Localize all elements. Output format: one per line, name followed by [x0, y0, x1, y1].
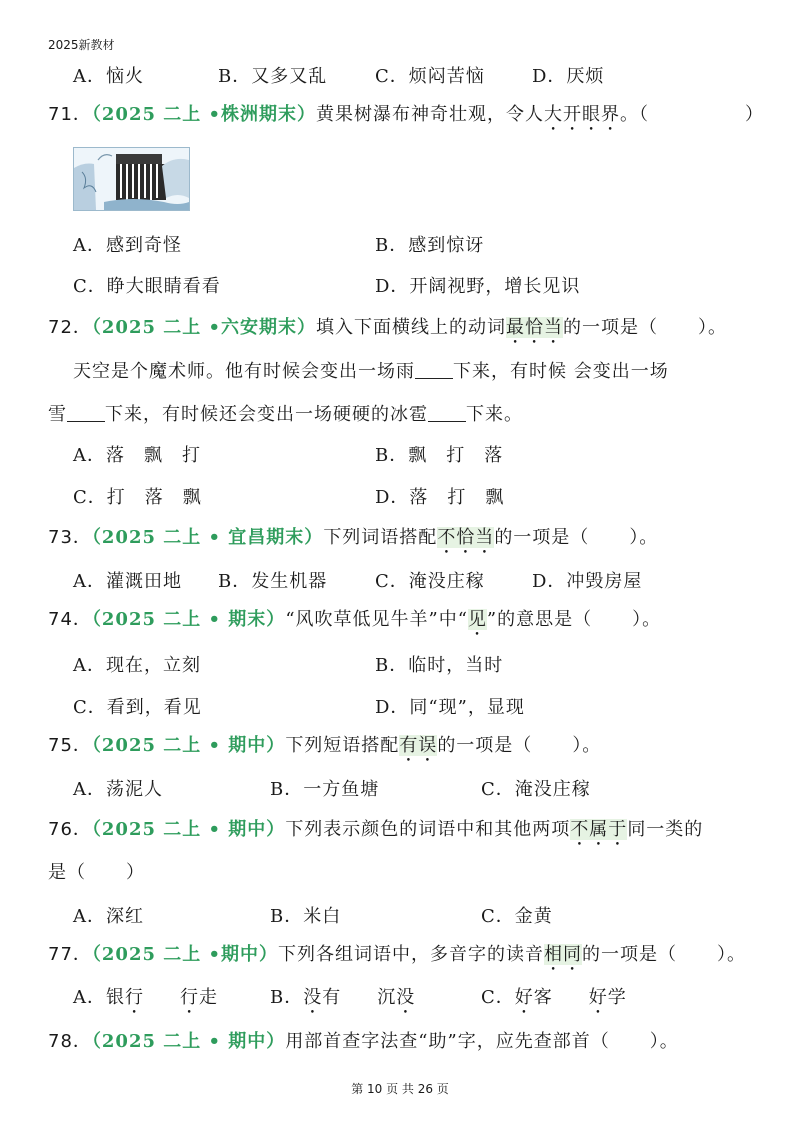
dotted-char: 行 — [180, 987, 199, 1008]
question-72 — [48, 313, 727, 348]
option-char: 走 — [199, 987, 218, 1008]
question-text: 填入下面横线上的动词 — [316, 317, 507, 338]
question-number: 71． — [48, 104, 92, 125]
q73-option-d: D．冲毁房屋 — [532, 571, 643, 592]
option-char: 学 — [607, 987, 627, 1008]
question-source-tag: （2025 二上 • 期中） — [91, 819, 286, 840]
answer-paren-close: ） — [745, 104, 764, 125]
q72-passage-line-2 — [48, 400, 523, 426]
q75-option-a: A．荡泥人 — [73, 779, 163, 800]
question-text: 的一项是（ — [563, 317, 659, 338]
waterfall-illustration — [73, 147, 190, 211]
passage-text: 天空是个魔术师。他有时候会变出一场雨 — [73, 361, 415, 382]
question-text: 下列各组词语中，多音字的读音 — [278, 944, 545, 965]
question-source-tag: （2025 二上 • 期末） — [91, 609, 286, 630]
q75-option-b: B．一方鱼塘 — [270, 779, 380, 800]
answer-paren-close: ）。 — [572, 735, 602, 756]
q72-option-a: A．落 飘 打 — [73, 445, 201, 466]
option-char: 有 — [322, 987, 342, 1008]
answer-paren-close: ）。 — [629, 527, 659, 548]
question-78 — [48, 1027, 679, 1053]
q70-option-d: D．厌烦 — [532, 66, 605, 87]
question-text: 的一项是（ — [494, 527, 590, 548]
q72-option-d: D．落 打 飘 — [375, 487, 505, 508]
question-number: 74． — [48, 609, 92, 630]
passage-text: 下来，有时候还会变出一场硬硬的冰雹 — [105, 404, 428, 425]
question-number: 78． — [48, 1031, 92, 1052]
question-text: 同一类的 — [627, 819, 704, 840]
emphasized-word: 相同 — [544, 944, 583, 965]
q76-option-c: C．金黄 — [481, 906, 553, 927]
q70-option-c: C．烦闷苦恼 — [375, 66, 485, 87]
page-footer: 第 10 页 共 26 页 — [351, 1082, 449, 1096]
question-text: 的一项是（ — [582, 944, 678, 965]
question-text: 。（ — [620, 104, 650, 125]
q71-option-a: A．感到奇怪 — [73, 235, 182, 256]
question-source-tag: （2025 二上 •六安期末） — [91, 317, 317, 338]
q73-option-c: C．淹没庄稼 — [375, 571, 485, 592]
emphasized-word: 不恰当 — [437, 527, 495, 548]
question-number: 72． — [48, 317, 92, 338]
fill-blank — [428, 403, 466, 422]
q71-option-b: B．感到惊讶 — [375, 235, 485, 256]
option-letter: C． — [481, 987, 515, 1008]
option-char: 沉 — [377, 987, 397, 1008]
answer-paren-close: ）。 — [649, 1031, 679, 1052]
question-number: 76． — [48, 819, 92, 840]
q74-option-c: C．看到，看见 — [73, 697, 202, 718]
question-text: 下列表示颜色的词语中和其他两项 — [285, 819, 571, 840]
question-text: “风吹草低见牛羊”中“ — [285, 609, 468, 630]
q71-option-c: C．睁大眼睛看看 — [73, 276, 221, 297]
emphasized-word: 有误 — [399, 735, 438, 756]
question-text: 用部首查字法查“助”字，应先查部首（ — [285, 1031, 610, 1052]
passage-text: 下来，有时候 会变出一场 — [453, 361, 669, 382]
emphasized-word: 大开眼界 — [544, 104, 621, 125]
option-letter: A． — [73, 987, 106, 1008]
q75-option-c: C．淹没庄稼 — [481, 779, 591, 800]
emphasized-word: 最恰当 — [506, 317, 564, 338]
dotted-char: 没 — [396, 987, 416, 1008]
question-source-tag: （2025 二上 • 期中） — [91, 1031, 286, 1052]
answer-paren-close: ）。 — [632, 609, 662, 630]
question-source-tag: （2025 二上 •株洲期末） — [91, 104, 317, 125]
question-text: 是（ — [48, 862, 86, 883]
q76-option-a: A．深红 — [73, 906, 144, 927]
question-text: ”的意思是（ — [486, 609, 593, 630]
passage-text: 下来。 — [466, 404, 523, 425]
q74-option-a: A．现在，立刻 — [73, 655, 201, 676]
q76-option-b: B．米白 — [270, 906, 342, 927]
question-number: 73． — [48, 527, 92, 548]
q70-option-b: B．又多又乱 — [218, 66, 328, 87]
question-text: 下列词语搭配 — [323, 527, 438, 548]
q72-option-c: C．打 落 飘 — [73, 487, 202, 508]
q77-option-c — [481, 983, 627, 1018]
question-text: 的一项是（ — [437, 735, 533, 756]
question-75 — [48, 731, 601, 766]
fill-blank — [67, 403, 105, 422]
question-source-tag: （2025 二上 • 期中） — [91, 735, 286, 756]
dotted-char: 好 — [588, 987, 608, 1008]
q74-option-b: B．临时，当时 — [375, 655, 504, 676]
q77-option-b — [270, 983, 415, 1018]
document-header: 2025新教材 — [48, 38, 115, 52]
q73-option-b: B．发生机器 — [218, 571, 328, 592]
question-source-tag: （2025 二上 • 宜昌期末） — [91, 527, 324, 548]
dotted-char: 行 — [125, 987, 144, 1008]
question-source-tag: （2025 二上 •期中） — [91, 944, 279, 965]
option-char: 客 — [533, 987, 553, 1008]
dotted-char: 好 — [514, 987, 534, 1008]
option-letter: B． — [270, 987, 304, 1008]
q70-option-a: A．恼火 — [73, 66, 144, 87]
dotted-char: 没 — [303, 987, 323, 1008]
question-74 — [48, 605, 661, 640]
question-71 — [48, 100, 649, 135]
question-76 — [48, 815, 703, 850]
emphasized-word: 见 — [467, 609, 487, 630]
answer-paren-close: ）。 — [717, 944, 747, 965]
question-76-line-2 — [48, 858, 145, 884]
answer-paren-close: ） — [126, 862, 145, 883]
q72-passage-line-1 — [73, 357, 669, 383]
question-number: 77． — [48, 944, 92, 965]
fill-blank — [415, 360, 453, 379]
q73-option-a: A．灌溉田地 — [73, 571, 182, 592]
q72-option-b: B．飘 打 落 — [375, 445, 504, 466]
question-text: 黄果树瀑布神奇壮观，令人 — [316, 104, 545, 125]
answer-paren-close: ）。 — [698, 317, 728, 338]
q74-option-d: D．同“现”，显现 — [375, 697, 525, 718]
question-text: 下列短语搭配 — [285, 735, 400, 756]
question-73 — [48, 523, 658, 558]
emphasized-word: 不属于 — [570, 819, 628, 840]
q77-option-a — [73, 983, 218, 1018]
passage-text: 雪 — [48, 404, 67, 425]
question-77 — [48, 940, 746, 975]
question-number: 75． — [48, 735, 92, 756]
option-char: 银 — [106, 987, 125, 1008]
q71-option-d: D．开阔视野，增长见识 — [375, 276, 581, 297]
